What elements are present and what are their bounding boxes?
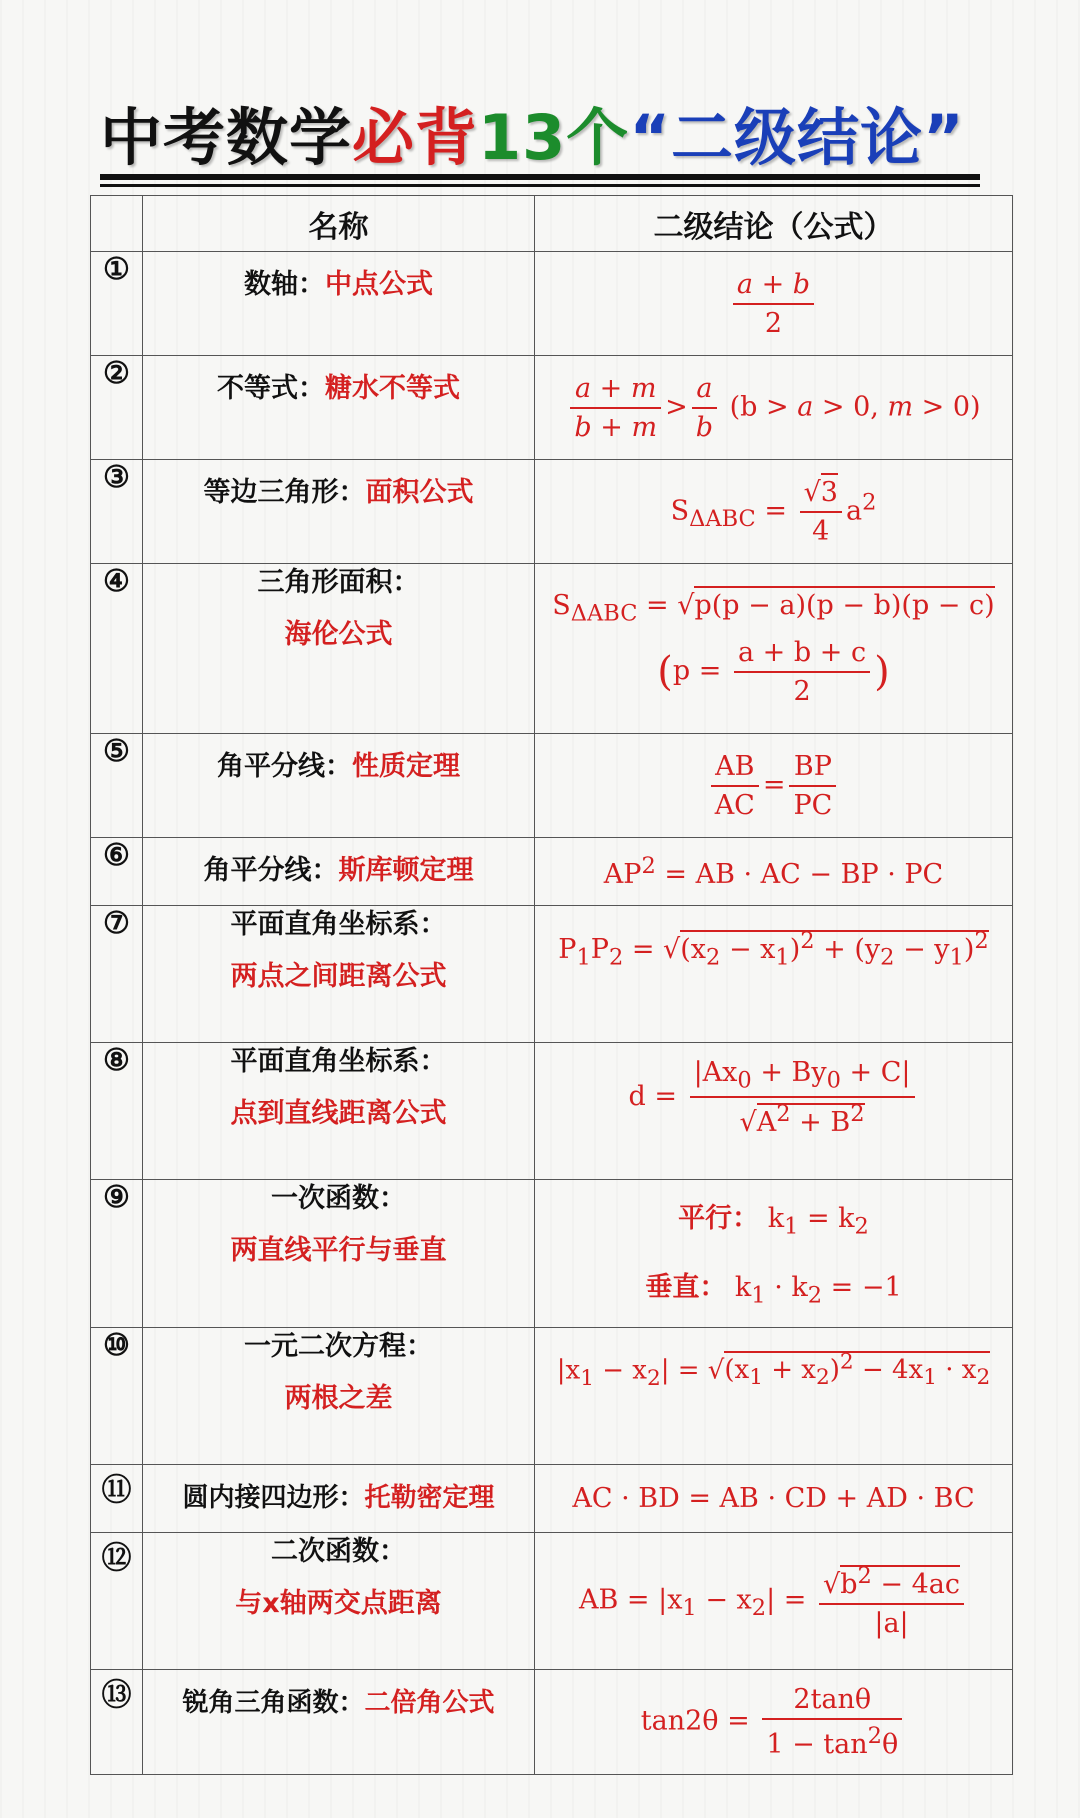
table-row [91, 1532, 1013, 1669]
row-name [143, 1327, 535, 1464]
formula-point-line-distance: d = $\frac{|Ax_0 + By_0 + C|}{√A^2 + B^2}$ [535, 1043, 1013, 1180]
row-number: ③ [91, 460, 143, 564]
table-row [91, 906, 1013, 1043]
row-name [143, 1532, 535, 1669]
row-name-highlight: 两直线平行与垂直 [230, 1235, 447, 1266]
title-rule-thick [100, 174, 980, 180]
row-name [143, 356, 535, 460]
table-row [91, 1464, 1013, 1532]
formula-root-difference: $|x_1 - x_2| = √(x_1 + x_2)^2 - 4x_1 \cdot x_2$ [535, 1327, 1013, 1464]
formula-lines-parallel-perpendicular: 平行： $k_1 = k_2$ 垂直： $k_1 \cdot k_2 = -1$ [535, 1180, 1013, 1328]
row-number: ⑫ [91, 1532, 143, 1669]
row-name-highlight: 性质定理 [352, 751, 460, 782]
row-name-highlight: 海伦公式 [284, 619, 393, 650]
formula-stewart: $AP^2$ = AB · AC − BP · PC [535, 838, 1013, 906]
formula-midpoint: $\frac{a + b}{2}$ [535, 252, 1013, 356]
table-row [91, 1669, 1013, 1774]
row-name-label: 三角形面积： [257, 567, 420, 598]
row-name-highlight: 点到直线距离公式 [230, 1098, 447, 1129]
row-name-highlight: 斯库顿定理 [338, 855, 474, 886]
page-title [100, 88, 980, 174]
row-number: ⑥ [91, 838, 143, 906]
row-number: ① [91, 252, 143, 356]
row-name-label: 平面直角坐标系： [230, 909, 447, 940]
row-name-highlight: 中点公式 [325, 269, 433, 300]
row-name-highlight: 与x轴两交点距离 [235, 1587, 442, 1619]
row-name [143, 460, 535, 564]
table-row [91, 1327, 1013, 1464]
row-number: ⑦ [91, 906, 143, 1043]
row-name-label: 锐角三角函数： [182, 1687, 365, 1718]
row-name-label: 一元二次方程： [244, 1330, 433, 1362]
formula-sugar-water: $\frac{a + m}{b + m}$ > $\frac{a}{b}$ (b > a > 0, m > 0) [535, 356, 1013, 460]
table-header-row [91, 196, 1013, 252]
row-name-label: 平面直角坐标系： [230, 1046, 447, 1077]
formula-ptolemy: AC · BD = AB · CD + AD · BC [535, 1464, 1013, 1532]
row-number: ② [91, 356, 143, 460]
formula-double-angle: tan2θ = $\frac{2\tan\theta}{1 - \tan^2\theta}$ [535, 1669, 1013, 1774]
row-number: ⑧ [91, 1043, 143, 1180]
row-name-label: 二次函数： [271, 1535, 406, 1567]
parallel-label: 平行： [678, 1203, 760, 1234]
row-number: ⑤ [91, 734, 143, 838]
title-part-3: 13个 [478, 101, 630, 174]
row-name-highlight: 托勒密定理 [364, 1482, 495, 1513]
formula-distance-two-points: $P_1P_2 = √(x_2 - x_1)^2 + (y_2 - y_1)^2$ [535, 906, 1013, 1043]
row-name-label: 不等式： [217, 373, 325, 404]
row-name [143, 564, 535, 734]
formula-heron: $S_{\Delta ABC} = √p(p - a)(p - b)(p - c)$ (p = $\frac{a + b + c}{2}$ ) [535, 564, 1013, 734]
formula-x-intercepts-distance: AB = $|x_1 - x_2|$ = $\frac{√b^2 - 4ac}{|a|}$ [535, 1532, 1013, 1669]
table-row [91, 564, 1013, 734]
header-num [91, 196, 143, 252]
row-name-highlight: 二倍角公式 [364, 1687, 495, 1718]
row-number: ⑪ [91, 1464, 143, 1532]
row-name-highlight: 面积公式 [365, 477, 474, 508]
header-name: 名称 [143, 196, 535, 252]
row-name-label: 圆内接四边形： [182, 1482, 365, 1513]
perpendicular-label: 垂直： [645, 1272, 727, 1304]
table-row [91, 460, 1013, 564]
conclusions-table [90, 195, 1013, 1775]
table-row [91, 356, 1013, 460]
row-name [143, 1180, 535, 1328]
header-formula: 二级结论（公式） [535, 196, 1013, 252]
row-name-label: 角平分线： [217, 751, 352, 782]
row-name-label: 等边三角形： [203, 477, 366, 508]
row-name [143, 838, 535, 906]
title-part-2: 必背 [352, 101, 479, 174]
row-name [143, 1669, 535, 1774]
table-row [91, 1180, 1013, 1328]
table-row [91, 838, 1013, 906]
row-number: ⑩ [91, 1327, 143, 1464]
formula-equilateral-area: $S_{\Delta ABC}$ = $\frac{√3}{4}$ $a^2$ [535, 460, 1013, 564]
formula-angle-bisector: $\frac{AB}{AC}$ = $\frac{BP}{PC}$ [535, 734, 1013, 838]
row-name-label: 一次函数： [271, 1183, 406, 1214]
row-name [143, 1043, 535, 1180]
title-rule-thin [100, 184, 980, 187]
row-name-highlight: 两点之间距离公式 [230, 961, 447, 992]
row-name [143, 734, 535, 838]
row-name-highlight: 两根之差 [284, 1382, 393, 1414]
row-number: ④ [91, 564, 143, 734]
row-number: ⑨ [91, 1180, 143, 1328]
row-name-label: 角平分线： [203, 855, 339, 886]
row-name-highlight: 糖水不等式 [325, 373, 460, 404]
row-name [143, 906, 535, 1043]
title-part-1: 中考数学 [100, 101, 353, 174]
row-name-label: 数轴： [244, 269, 325, 300]
row-name [143, 252, 535, 356]
table-row [91, 734, 1013, 838]
row-name [143, 1464, 535, 1532]
table-row [91, 252, 1013, 356]
title-part-4: “二级结论” [629, 101, 965, 174]
table-row [91, 1043, 1013, 1180]
row-number: ⑬ [91, 1669, 143, 1774]
